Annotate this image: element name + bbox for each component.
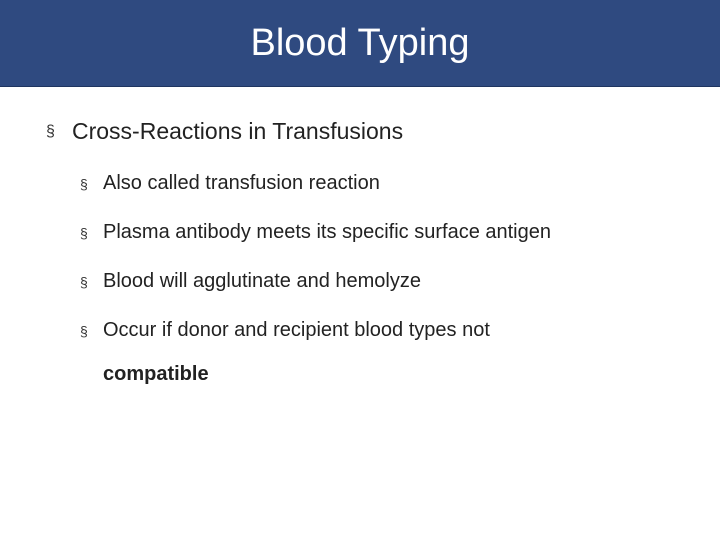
heading-bullet-text: Cross-Reactions in Transfusions — [72, 118, 404, 144]
bullet-icon: § — [46, 123, 55, 140]
sub-bullet-text: Occur if donor and recipient blood types not — [103, 319, 490, 341]
bullet-icon: § — [80, 323, 88, 339]
bullet-icon: § — [80, 176, 88, 192]
sub-bullet — [80, 264, 680, 298]
sub-bullet-text: Blood will agglutinate and hemolyze — [103, 270, 421, 292]
sub-bullet — [80, 215, 680, 249]
sub-bullet — [80, 166, 680, 200]
sub-bullet — [80, 313, 680, 347]
sub-bullet-text: Also called transfusion reaction — [103, 172, 380, 194]
slide-title: Blood Typing — [250, 22, 470, 64]
bullet-icon: § — [80, 274, 88, 290]
sub-bullet-continuation: compatible — [103, 363, 209, 385]
sub-bullet-text: Plasma antibody meets its specific surface antigen — [103, 221, 551, 243]
bullet-icon: § — [80, 225, 88, 241]
heading-bullet — [46, 114, 403, 148]
